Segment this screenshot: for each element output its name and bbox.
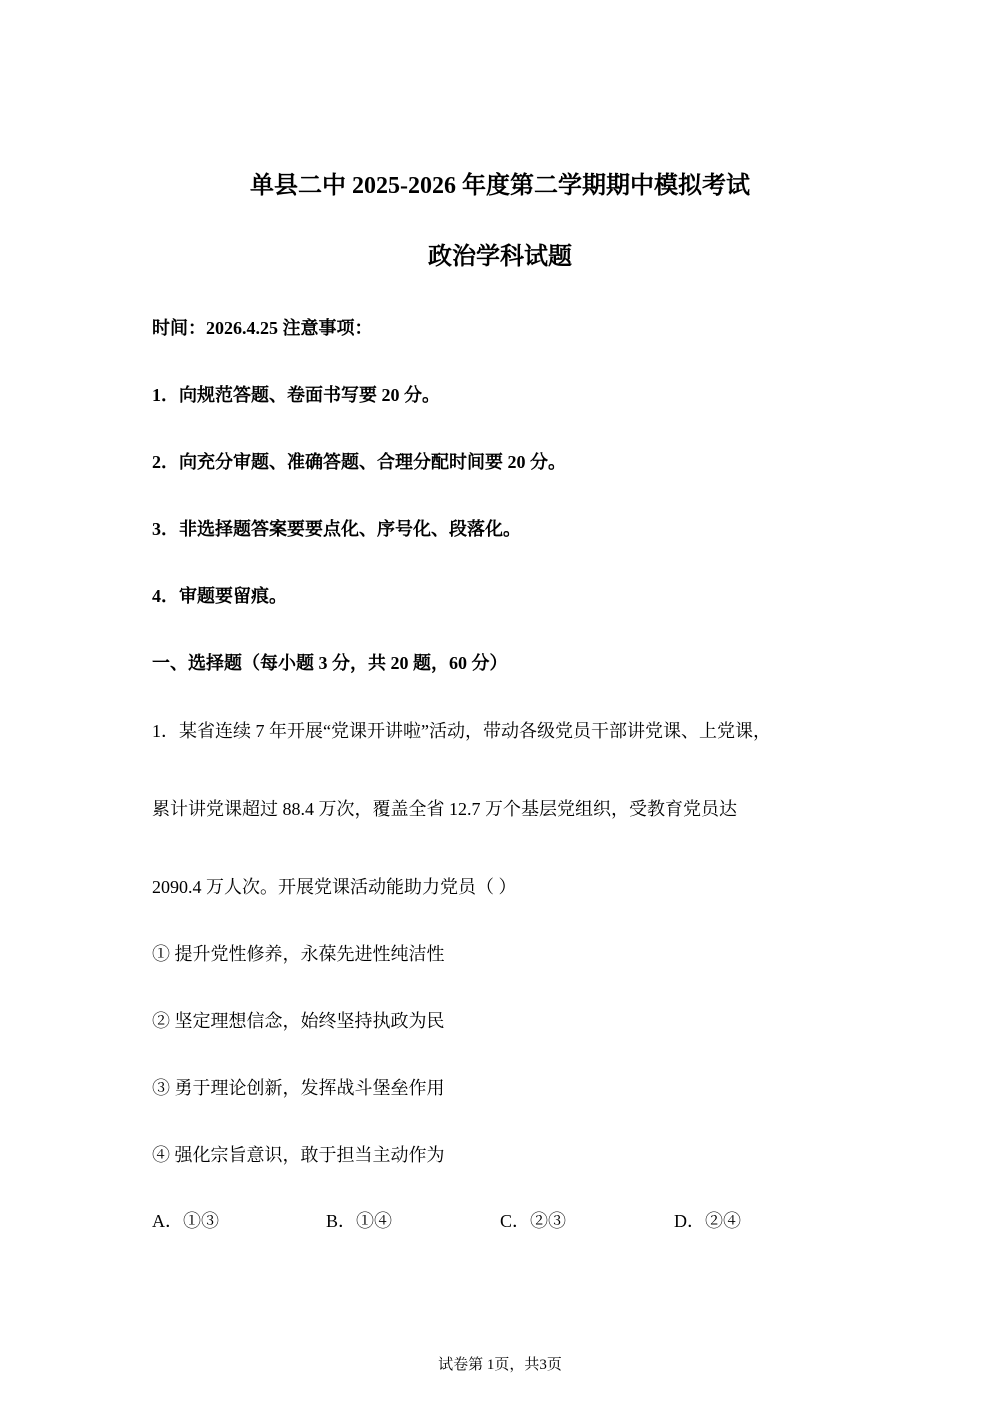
option-c[interactable]: C．②③ xyxy=(500,1211,567,1231)
question-1-statement-3: ③ 勇于理论创新，发挥战斗堡垒作用 xyxy=(152,1078,445,1098)
option-d[interactable]: D．②④ xyxy=(674,1211,741,1231)
question-1-stem-line-2: 累计讲党课超过 88.4 万次，覆盖全省 12.7 万个基层党组织，受教育党员达 xyxy=(152,799,737,819)
section-heading: 一、选择题（每小题 3 分，共 20 题，60 分） xyxy=(152,653,508,673)
question-1-statement-4: ④ 强化宗旨意识，敢于担当主动作为 xyxy=(152,1145,445,1165)
exam-subtitle: 政治学科试题 xyxy=(428,244,572,270)
question-1-statement-2: ② 坚定理想信念，始终坚持执政为民 xyxy=(152,1011,445,1031)
question-1-stem-line-3: 2090.4 万人次。开展党课活动能助力党员（ ） xyxy=(152,877,517,897)
question-1-statement-1: ① 提升党性修养，永葆先进性纯洁性 xyxy=(152,944,445,964)
option-b[interactable]: B．①④ xyxy=(326,1211,393,1231)
exam-title: 单县二中 2025-2026 年度第二学期期中模拟考试 xyxy=(250,173,750,199)
notice-item-4: 4．审题要留痕。 xyxy=(152,586,287,606)
notice-item-3: 3．非选择题答案要要点化、序号化、段落化。 xyxy=(152,519,521,539)
question-1-options xyxy=(152,1209,852,1233)
option-a[interactable]: A．①③ xyxy=(152,1211,219,1231)
page-footer: 试卷第 1页，共3页 xyxy=(438,1357,562,1373)
notice-item-2: 2．向充分审题、准确答题、合理分配时间要 20 分。 xyxy=(152,452,566,472)
exam-time-notice: 时间：2026.4.25 注意事项： xyxy=(152,318,373,338)
question-1-stem-line-1: 1．某省连续 7 年开展“党课开讲啦”活动，带动各级党员干部讲党课、上党课， xyxy=(152,721,771,741)
notice-item-1: 1．向规范答题、卷面书写要 20 分。 xyxy=(152,385,440,405)
